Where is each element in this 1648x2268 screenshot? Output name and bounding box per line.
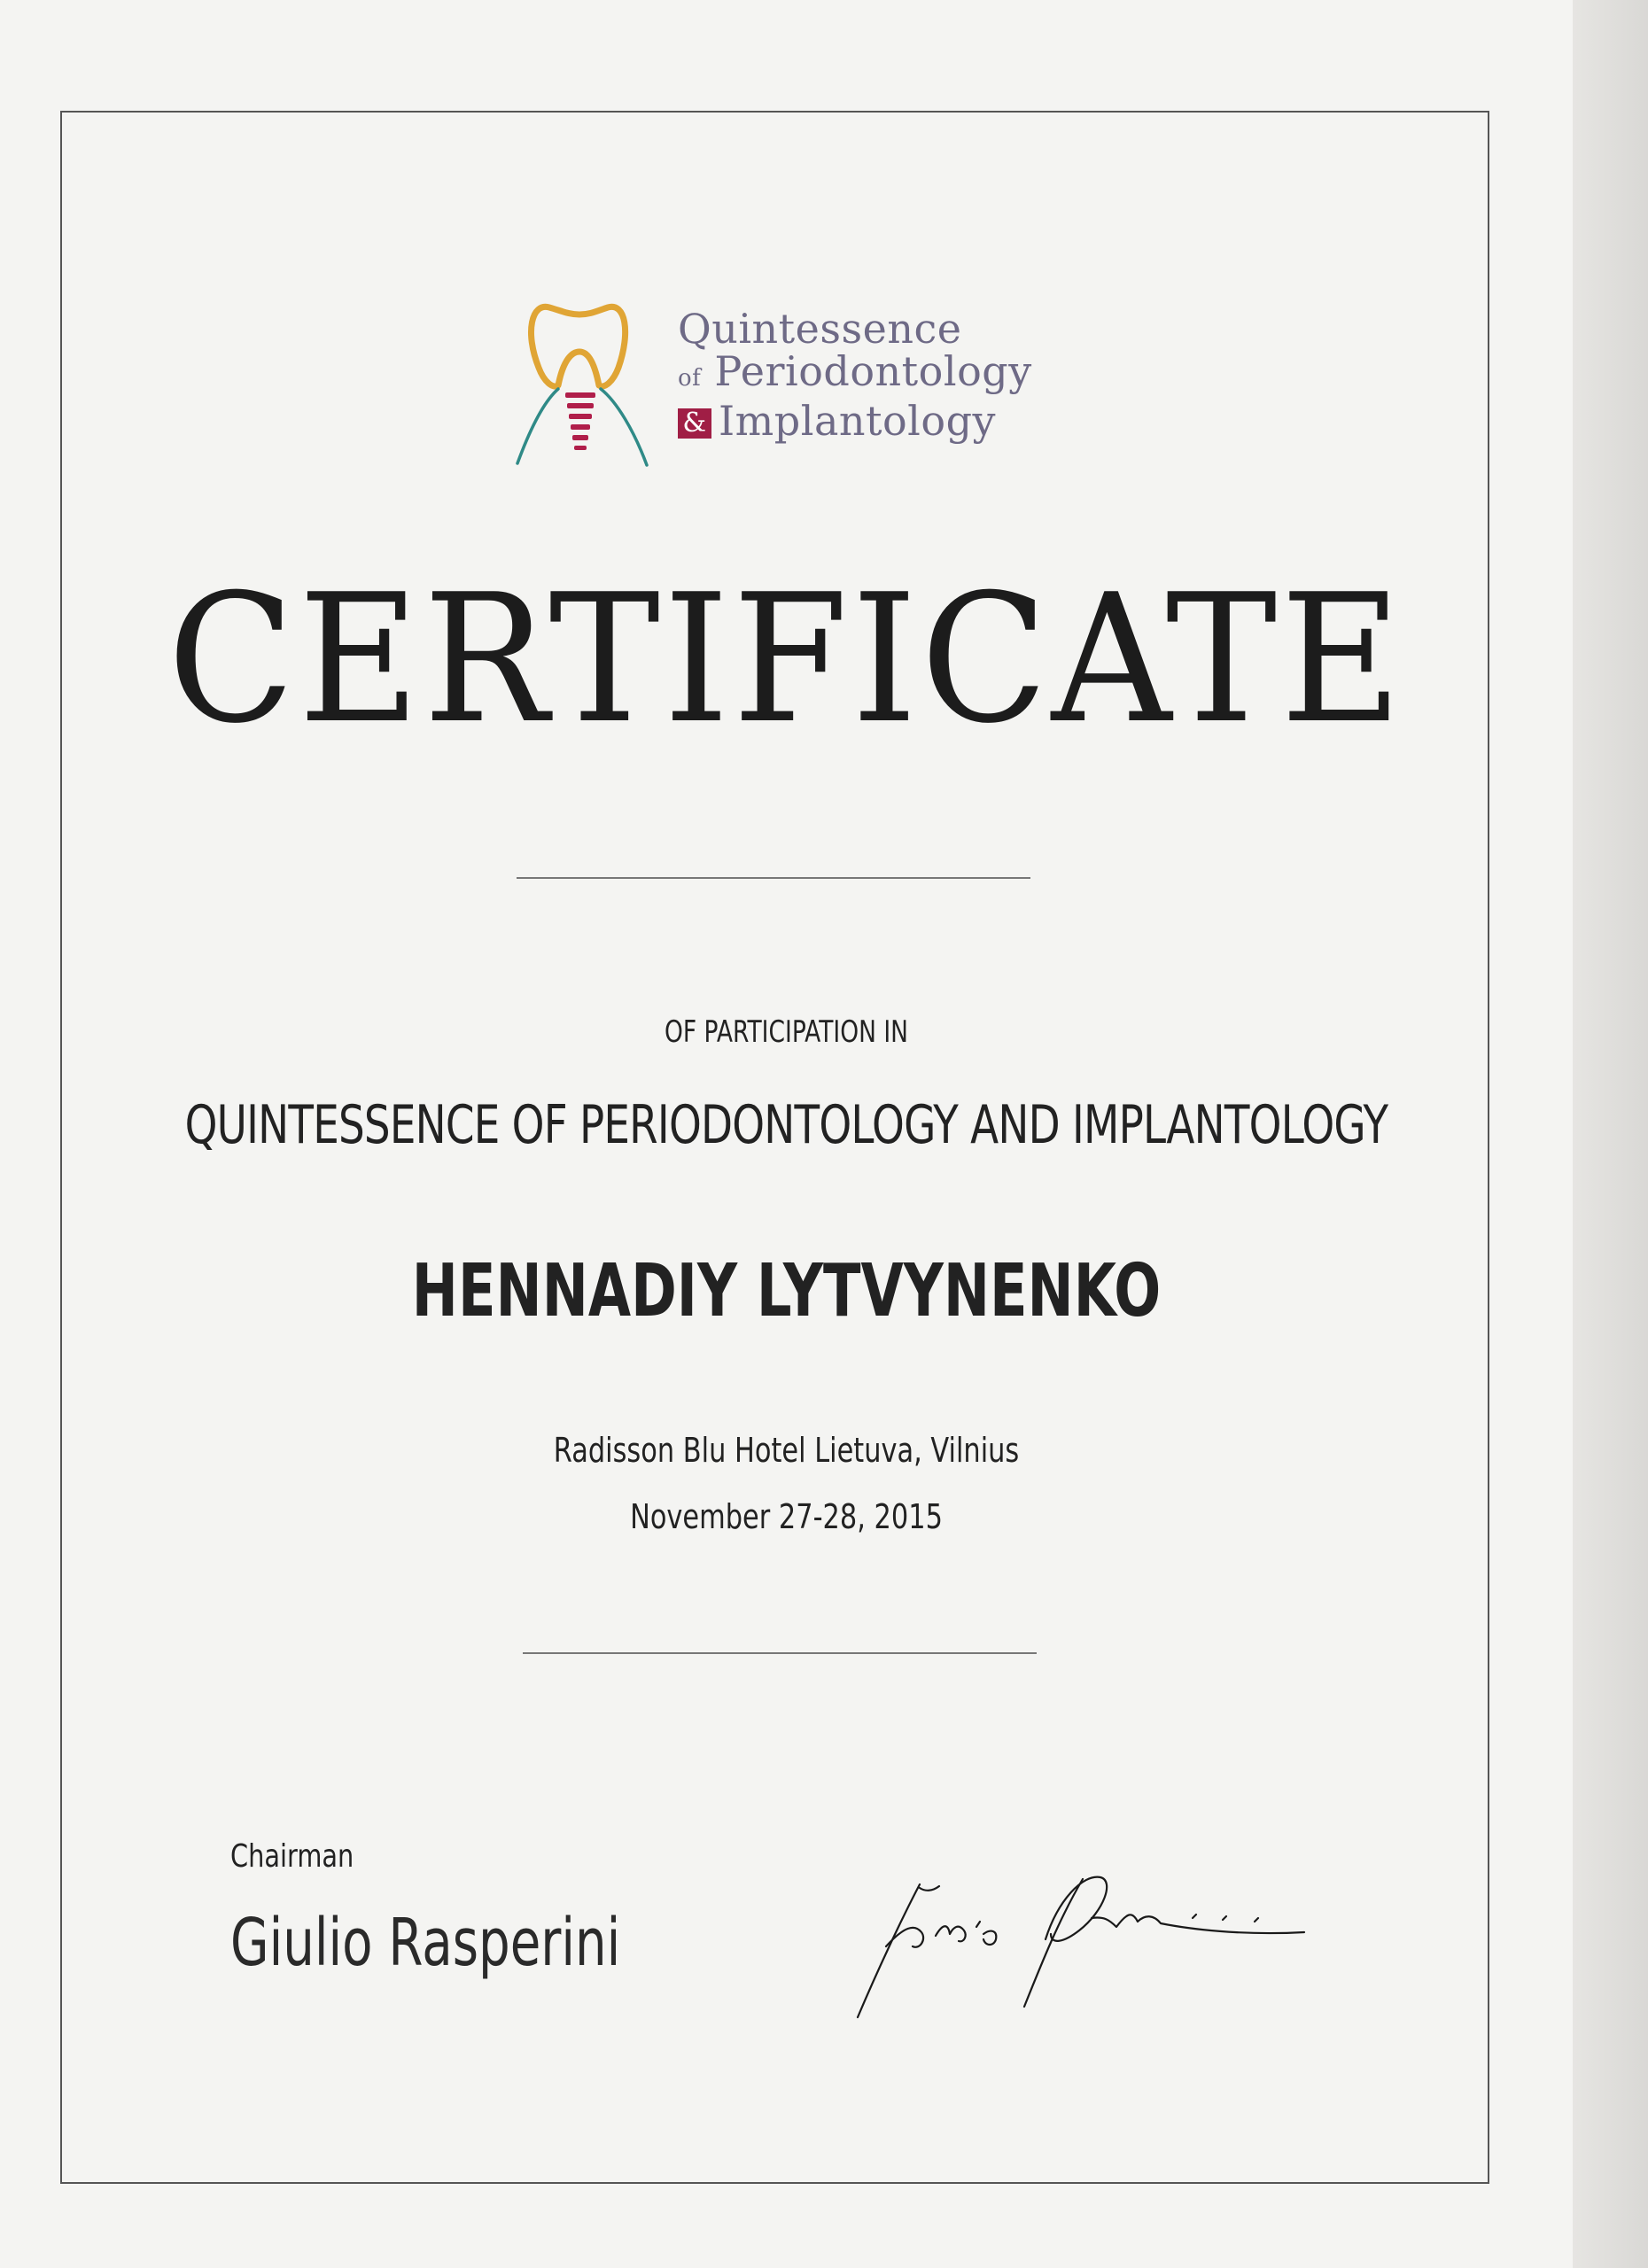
- divider-bottom: [523, 1652, 1037, 1654]
- participation-label: OF PARTICIPATION IN: [664, 1014, 909, 1050]
- logo-line-1: Quintessence: [678, 305, 962, 353]
- signatory-name: Giulio Rasperini: [230, 1905, 621, 1981]
- event-date: November 27-28, 2015: [630, 1497, 943, 1536]
- logo-line-3: [678, 397, 1032, 445]
- tooth-implant-icon: [514, 297, 682, 474]
- logo-line-2: [678, 347, 1032, 400]
- logo-of: of: [678, 365, 702, 392]
- logo-implantology: Implantology: [719, 397, 997, 445]
- divider-top: [517, 877, 1030, 879]
- logo-periodontology: Periodontology: [701, 347, 1032, 395]
- event-name: QUINTESSENCE OF PERIODONTOLOGY AND IMPLANTOLOGY: [184, 1094, 1388, 1156]
- certificate-title: CERTIFICATE: [167, 556, 1406, 763]
- scan-edge-margin: [1573, 0, 1648, 2268]
- recipient-name: HENNADIY LYTVYNENKO: [411, 1249, 1162, 1333]
- organization-logo: [514, 297, 1046, 474]
- handwritten-signature: [851, 1865, 1329, 2024]
- event-venue: Radisson Blu Hotel Lietuva, Vilnius: [553, 1431, 1020, 1470]
- logo-wordmark: [678, 305, 1032, 445]
- signatory-role: Chairman: [230, 1838, 354, 1875]
- logo-ampersand: &: [678, 408, 711, 439]
